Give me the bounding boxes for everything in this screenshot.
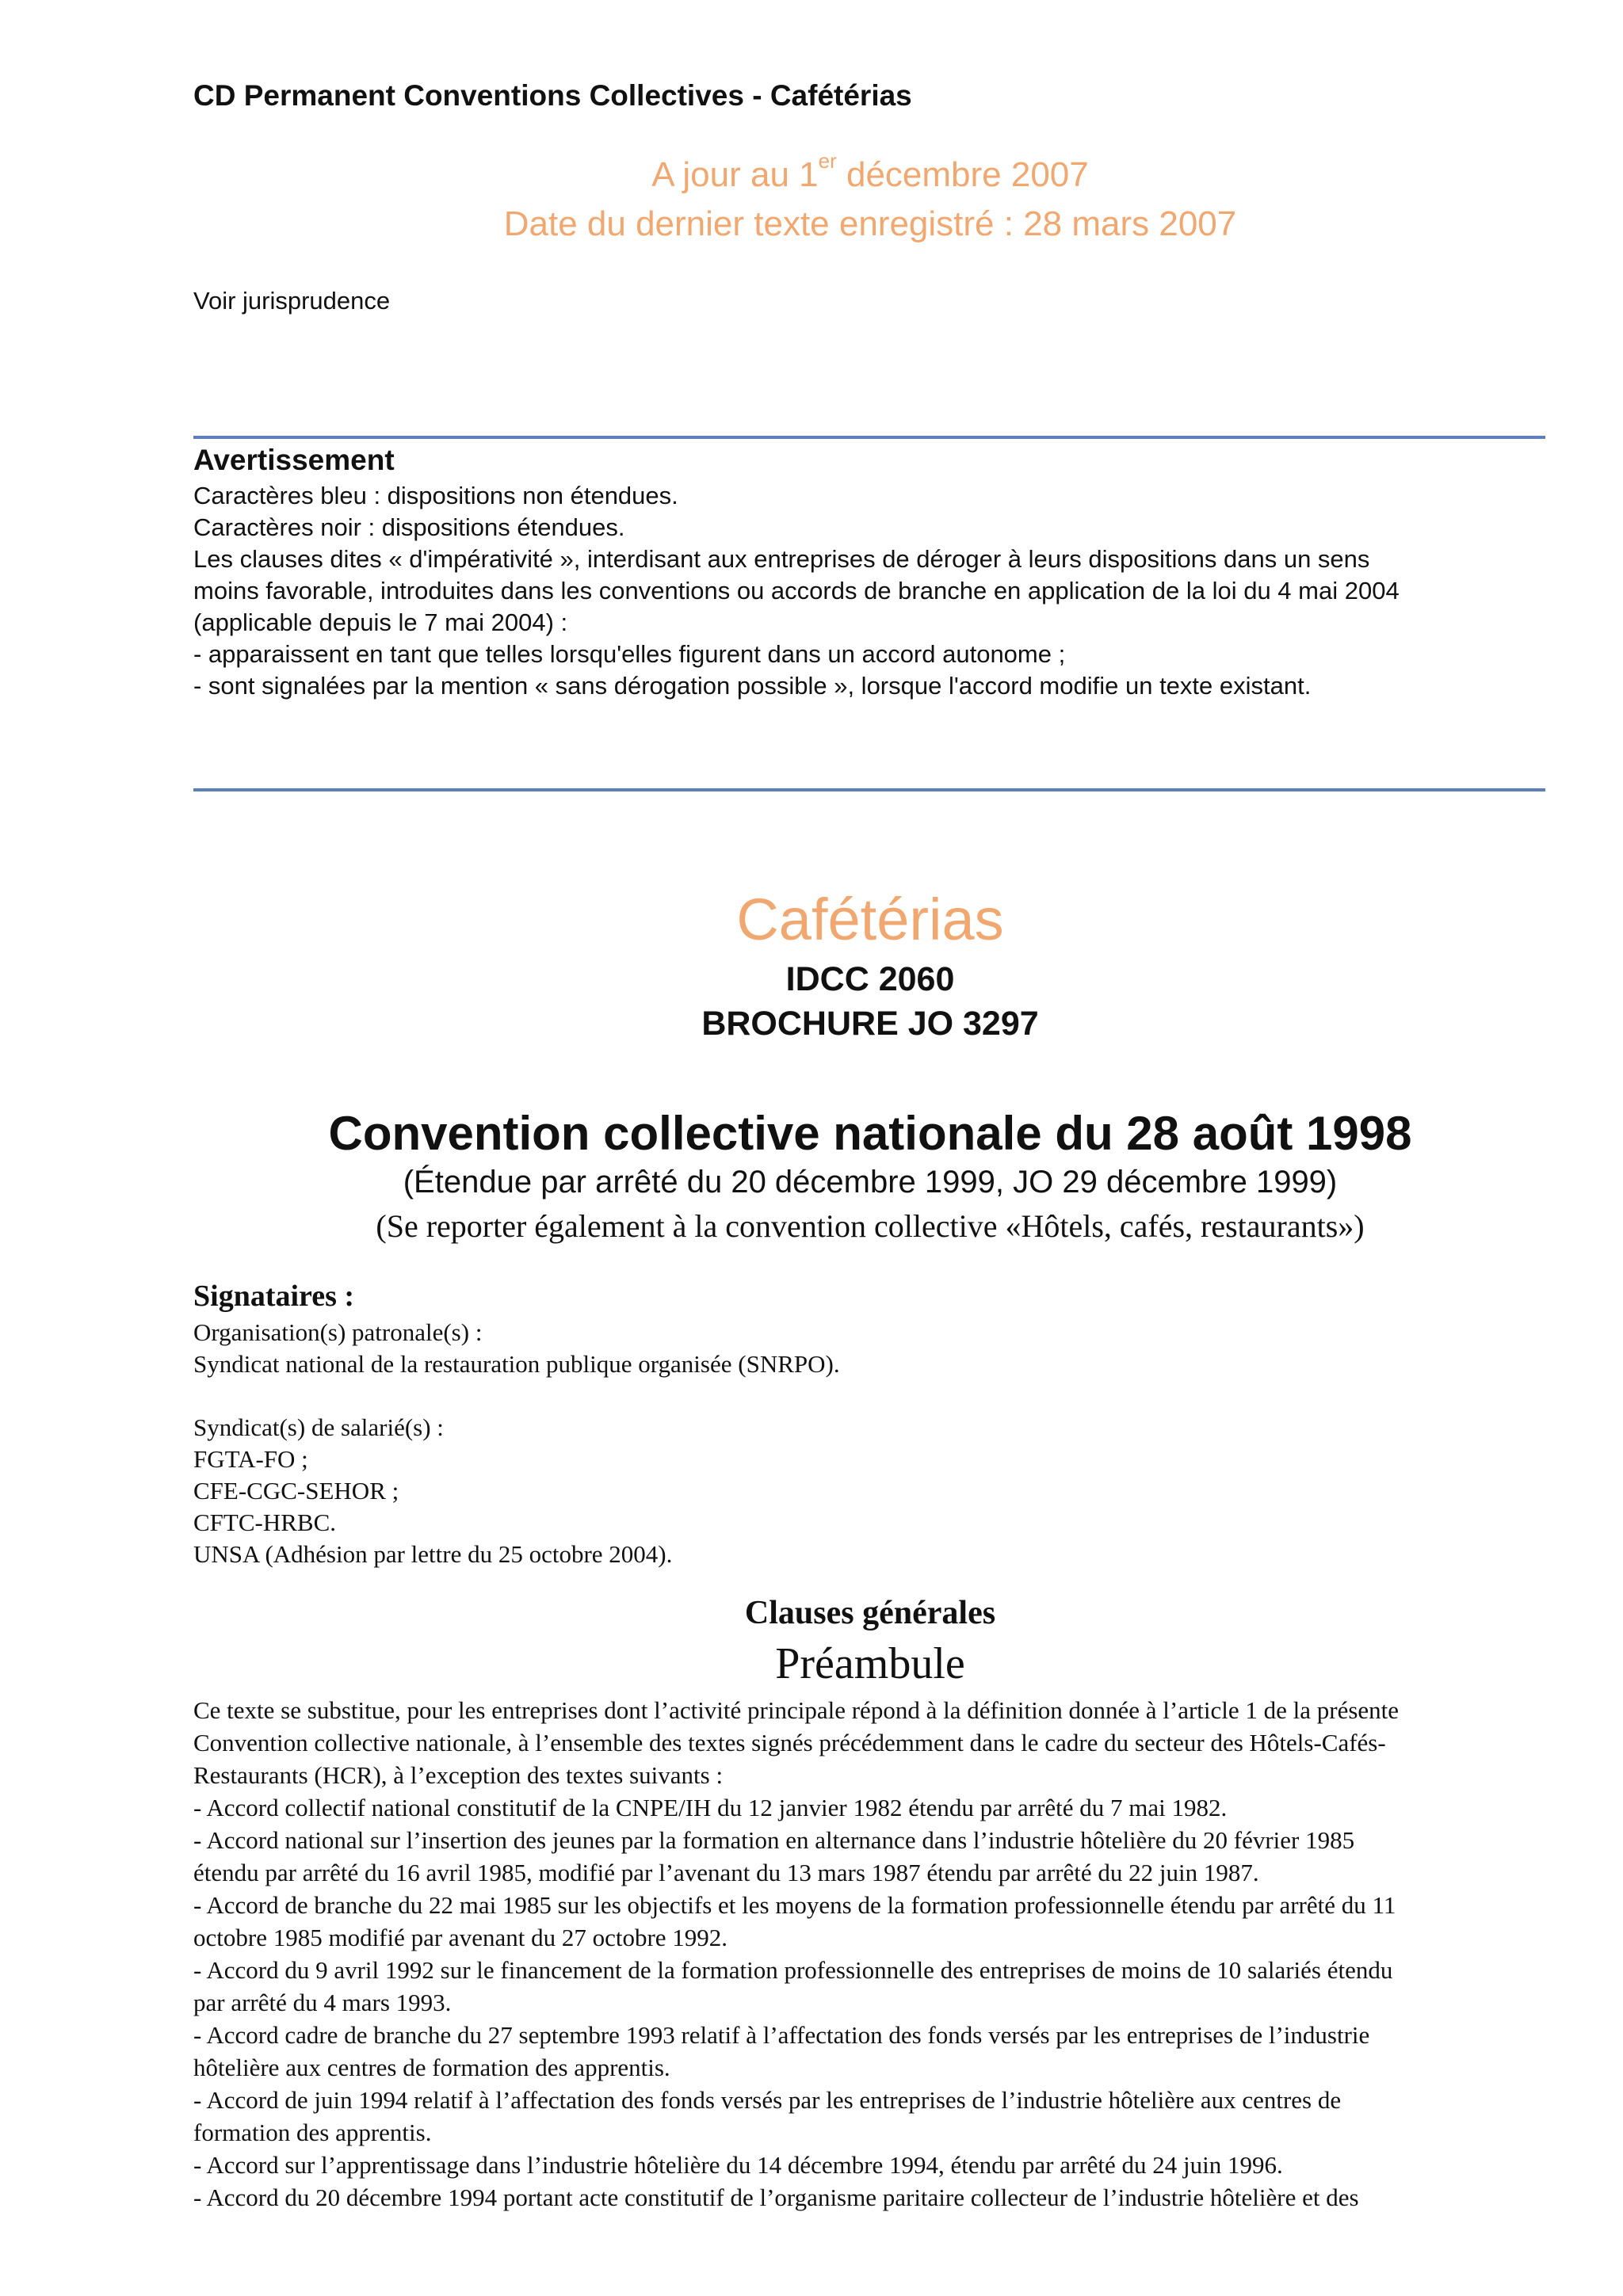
body-line: étendu par arrêté du 16 avril 1985, modifié par l’avenant du 13 mars 1987 étendu par arrêté du 22 juin 1987. [193,1859,1259,1886]
document-header-title: CD Permanent Conventions Collectives - Cafétérias [193,79,912,112]
warning-section [193,441,1545,702]
body-line: - Accord sur l’apprentissage dans l’industrie hôtelière du 14 décembre 1994, étendu par arrêté du 24 juin 1996. [193,2151,1283,2179]
warning-line: - sont signalées par la mention « sans dérogation possible », lorsque l'accord modifie un texte existant. [193,672,1312,700]
preamble-title: Préambule [775,1639,965,1688]
see-also-note: (Se reporter également à la convention collective «Hôtels, cafés, restaurants») [376,1208,1365,1244]
signatories-title: Signataires : [193,1280,355,1313]
update-superscript: er [818,149,837,173]
body-line: - Accord du 9 avril 1992 sur le financement de la formation professionnelle des entreprises de moins de 10 salariés étendu [193,1956,1393,1984]
body-line: Restaurants (HCR), à l’exception des textes suivants : [193,1761,724,1789]
divider-top [193,436,1545,439]
warning-line: Les clauses dites « d'impérativité », interdisant aux entreprises de déroger à leurs dispositions dans un sens [193,545,1370,573]
clauses-title: Clauses générales [744,1595,996,1631]
idcc-number: IDCC 2060 [785,960,955,998]
body-line: - Accord du 20 décembre 1994 portant acte constitutif de l’organisme paritaire collecteur de l’industrie hôtelière et des [193,2183,1359,2211]
union-item: CFTC-HRBC. [193,1508,337,1536]
extension-note: (Étendue par arrêté du 20 décembre 1999, JO 29 décembre 1999) [403,1165,1338,1199]
body-line: - Accord collectif national constitutif de la CNPE/IH du 12 janvier 1982 étendu par arrêté du 7 mai 1982. [193,1794,1228,1821]
body-line: formation des apprentis. [193,2119,432,2146]
preamble-body [193,1694,1545,2214]
warning-line: Caractères noir : dispositions étendues. [193,513,625,541]
warning-lines [193,480,1545,702]
update-suffix: décembre 2007 [836,155,1089,194]
divider-bottom [193,788,1545,791]
convention-main-title: Convention collective nationale du 28 août 1998 [328,1107,1412,1160]
body-line: hôtelière aux centres de formation des apprentis. [193,2054,670,2081]
signatories-section [193,1276,1545,1570]
update-prefix: A jour au 1 [651,155,819,194]
employer-item: Syndicat national de la restauration publique organisée (SNRPO). [193,1350,840,1378]
warning-line: (applicable depuis le 7 mai 2004) : [193,608,568,636]
union-item: UNSA (Adhésion par lettre du 25 octobre 2004). [193,1540,673,1568]
warning-title: Avertissement [193,444,395,476]
warning-line: moins favorable, introduites dans les conventions ou accords de branche en application de la loi du 4 mai 2004 [193,577,1400,605]
warning-line: - apparaissent en tant que telles lorsqu'elles figurent dans un accord autonome ; [193,640,1066,668]
convention-name: Cafétérias [736,887,1004,952]
last-text-date: Date du dernier texte enregistré : 28 mars 2007 [503,204,1237,243]
union-label: Syndicat(s) de salarié(s) : [193,1413,444,1441]
body-line: Ce texte se substitue, pour les entreprises dont l’activité principale répond à la définition donnée à l’article 1 de la présente [193,1696,1400,1724]
union-item: FGTA-FO ; [193,1445,308,1473]
warning-line: Caractères bleu : dispositions non étendues. [193,482,678,509]
body-line: - Accord national sur l’insertion des jeunes par la formation en alternance dans l’industrie hôtelière du 20 février 1985 [193,1826,1355,1854]
union-item: CFE-CGC-SEHOR ; [193,1477,399,1505]
body-line: octobre 1985 modifié par avenant du 27 octobre 1992. [193,1924,728,1951]
update-date [0,149,1623,195]
body-line: - Accord de juin 1994 relatif à l’affectation des fonds versés par les entreprises de l’industrie hôtelière aux centres de [193,2086,1342,2114]
body-line: - Accord de branche du 22 mai 1985 sur les objectifs et les moyens de la formation professionnelle étendu par arrêté du 11 [193,1891,1396,1919]
spacer [193,1380,1545,1412]
brochure-number: BROCHURE JO 3297 [701,1005,1039,1043]
jurisprudence-link[interactable]: Voir jurisprudence [193,287,391,315]
body-line: par arrêté du 4 mars 1993. [193,1989,452,2016]
body-line: Convention collective nationale, à l’ensemble des textes signés précédemment dans le cadre du secteur des Hôtels-Cafés- [193,1729,1386,1756]
body-line: - Accord cadre de branche du 27 septembre 1993 relatif à l’affectation des fonds versés par les entreprises de l’industrie [193,2021,1370,2049]
employer-label: Organisation(s) patronale(s) : [193,1318,483,1346]
